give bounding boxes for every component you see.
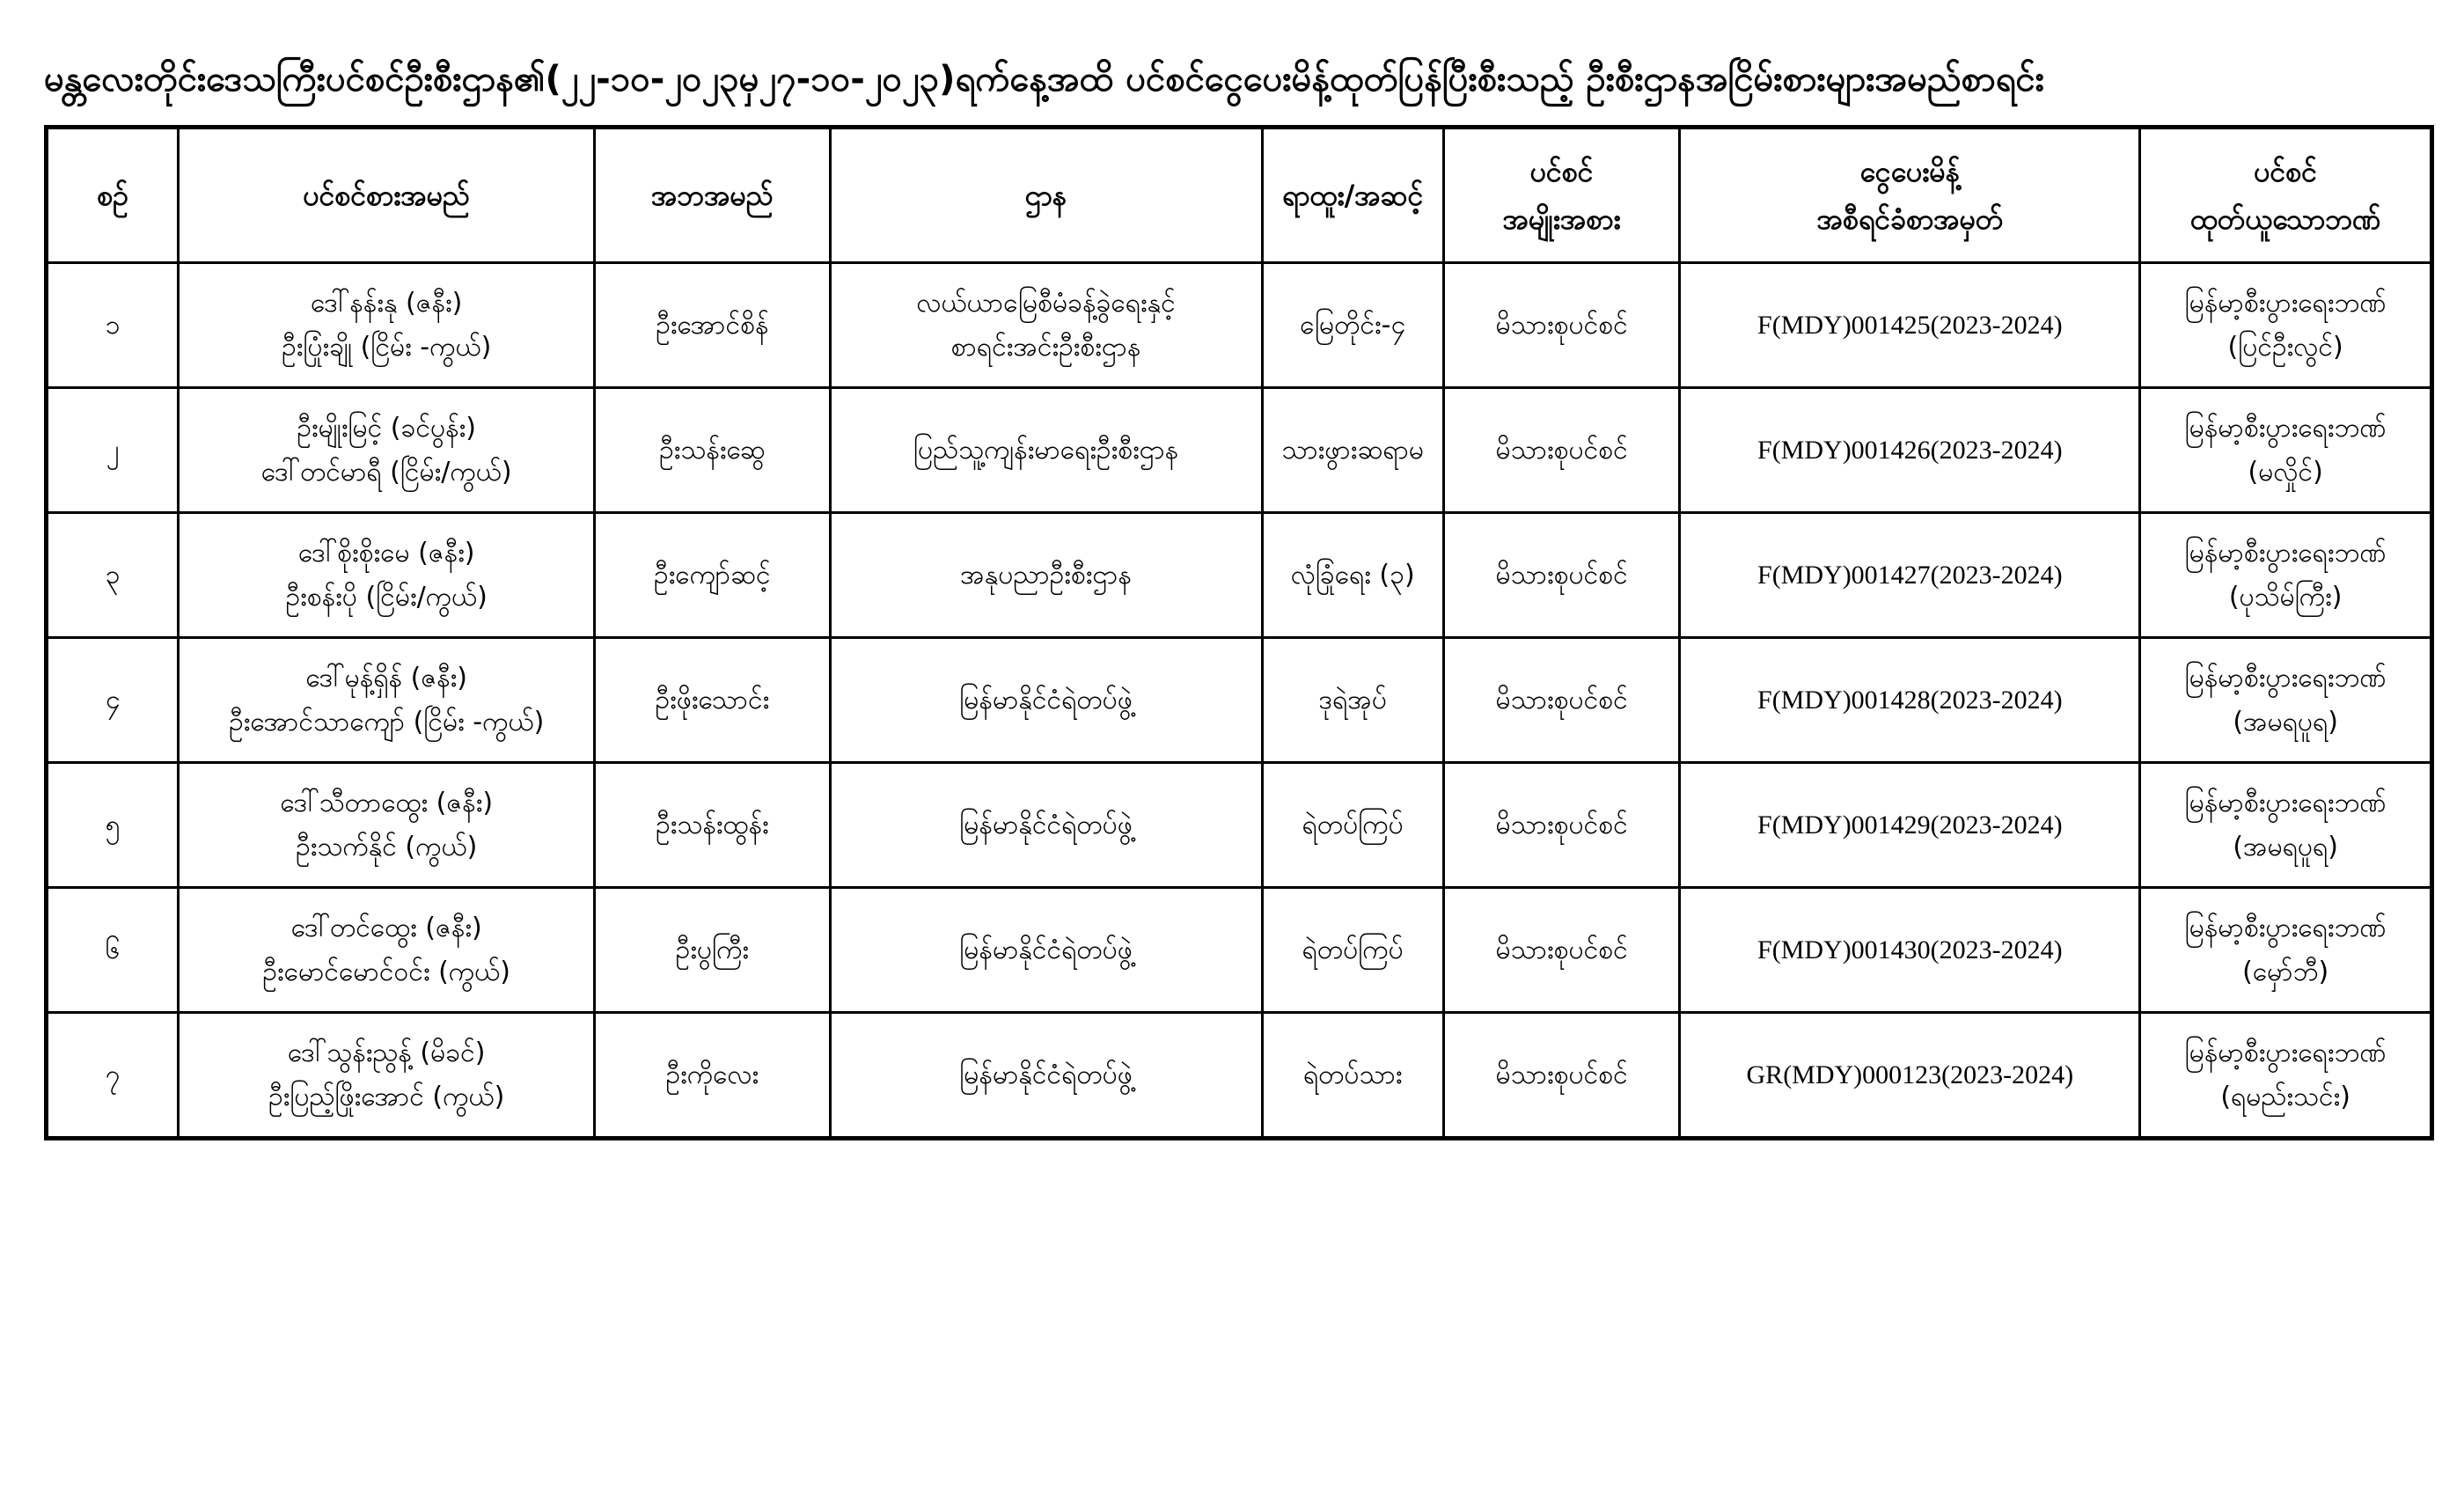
department-line1: အနုပညာဦးစီးဌာန bbox=[960, 559, 1132, 590]
cell-father-name: ဦးသန်းဆွေ bbox=[595, 388, 830, 513]
cell-father-name: ဦးဖိုးသောင်း bbox=[595, 638, 830, 763]
bank-line1: မြန်မာ့စီးပွားရေးဘဏ် bbox=[2184, 1037, 2387, 1068]
department-line1: မြန်မာနိုင်ငံရဲတပ်ဖွဲ့ bbox=[959, 684, 1133, 715]
cell-department bbox=[830, 513, 1262, 638]
cell-department bbox=[830, 1013, 1262, 1139]
bank-line2: (ပုသိမ်ကြီး) bbox=[2228, 581, 2343, 612]
cell-pension-type: မိသားစုပင်စင် bbox=[1443, 888, 1679, 1013]
bank-line1: မြန်မာ့စီးပွားရေးဘဏ် bbox=[2184, 287, 2387, 319]
cell-pension-type: မိသားစုပင်စင် bbox=[1443, 763, 1679, 888]
cell-father-name: ဦးအောင်စိန် bbox=[595, 263, 830, 388]
header-pension-type-line1: ပင်စင် bbox=[1529, 155, 1594, 188]
pensioner-name-line1: ဒေါ်စိုးစိုးမေ (ဇနီး) bbox=[297, 537, 475, 568]
cell-pensioner-name bbox=[179, 388, 595, 513]
pensioner-name-line1: ဦးမျိုးမြင့် (ခင်ပွန်း) bbox=[297, 412, 476, 444]
bank-line2: (အမရပူရ) bbox=[2233, 706, 2338, 737]
cell-bank bbox=[2140, 1013, 2432, 1139]
cell-father-name: ဦးကျော်ဆင့် bbox=[595, 513, 830, 638]
cell-department bbox=[830, 263, 1262, 388]
department-line1: မြန်မာနိုင်ငံရဲတပ်ဖွဲ့ bbox=[959, 1059, 1133, 1090]
header-bank-line1: ပင်စင် bbox=[2254, 155, 2318, 188]
table-body bbox=[47, 263, 2432, 1139]
bank-line2: (အမရပူရ) bbox=[2233, 831, 2338, 862]
cell-serial-number: ၅ bbox=[47, 763, 179, 888]
pensioner-name-line1: ဒေါ်မုန့်ရှိန် (ဇနီး) bbox=[305, 662, 468, 693]
table-row bbox=[47, 638, 2432, 763]
pensioner-name-line2: ဦးမောင်မောင်ဝင်း (ကွယ်) bbox=[262, 956, 510, 987]
bank-line2: (ရမည်းသင်း) bbox=[2220, 1081, 2350, 1112]
cell-pensioner-name bbox=[179, 763, 595, 888]
pensioner-name-line1: ဒေါ်သီတာထွေး (ဇနီး) bbox=[280, 787, 494, 818]
cell-position: ရဲတပ်သား bbox=[1262, 1013, 1443, 1139]
header-order-number-line2: အစီရင်ခံစာအမှတ် bbox=[1816, 202, 2004, 236]
bank-line1: မြန်မာ့စီးပွားရေးဘဏ် bbox=[2184, 787, 2387, 818]
header-serial-number: စဉ် bbox=[47, 128, 179, 263]
cell-pensioner-name bbox=[179, 888, 595, 1013]
cell-father-name: ဦးကိုလေး bbox=[595, 1013, 830, 1139]
header-position: ရာထူး/အဆင့် bbox=[1262, 128, 1443, 263]
cell-department bbox=[830, 638, 1262, 763]
table-row bbox=[47, 763, 2432, 888]
header-pension-type-line2: အမျိုးအစား bbox=[1502, 202, 1621, 236]
pensioner-name-line2: ဒေါ်တင်မာရီ (ငြိမ်း/ကွယ်) bbox=[260, 456, 512, 488]
cell-pensioner-name bbox=[179, 638, 595, 763]
cell-department bbox=[830, 888, 1262, 1013]
pensioner-name-line1: ဒေါ်နန်းနု (ဇနီး) bbox=[310, 287, 463, 319]
header-bank bbox=[2140, 128, 2432, 263]
table-row bbox=[47, 888, 2432, 1013]
document-title: မန္တလေးတိုင်းဒေသကြီးပင်စင်ဦးစီးဌာန၏(၂၂-၁၀-၂၀၂၃မှ၂၇-၁၀-၂၀၂၃)ရက်နေ့အထိ ပင်စင်ငွေပေးမိန့်ထုတ်ပြန်ပြီးစီးသည့် ဦးစီးဌာနအငြိမ်းစားများအမည်စာရင်း bbox=[44, 59, 2044, 99]
cell-order-number: F(MDY)001429(2023-2024) bbox=[1680, 763, 2140, 888]
cell-department bbox=[830, 763, 1262, 888]
header-order-number-line1: ငွေပေးမိန့် bbox=[1859, 155, 1961, 188]
table-header-row bbox=[47, 128, 2432, 263]
cell-position: မြေတိုင်း-၄ bbox=[1262, 263, 1443, 388]
cell-pension-type: မိသားစုပင်စင် bbox=[1443, 263, 1679, 388]
pensioner-name-line2: ဦးပြည့်ဖြိုးအောင် (ကွယ်) bbox=[268, 1081, 505, 1112]
pensioner-name-line2: ဦးသက်နိုင် (ကွယ်) bbox=[296, 831, 478, 862]
cell-pension-type: မိသားစုပင်စင် bbox=[1443, 638, 1679, 763]
bank-line1: မြန်မာ့စီးပွားရေးဘဏ် bbox=[2184, 912, 2387, 943]
cell-position: ရဲတပ်ကြပ် bbox=[1262, 763, 1443, 888]
cell-bank bbox=[2140, 638, 2432, 763]
pensioner-name-line2: ဦးပြုံးချို (ငြိမ်း -ကွယ်) bbox=[282, 331, 492, 363]
cell-pensioner-name bbox=[179, 1013, 595, 1139]
cell-pension-type: မိသားစုပင်စင် bbox=[1443, 1013, 1679, 1139]
table-row bbox=[47, 1013, 2432, 1139]
cell-bank bbox=[2140, 888, 2432, 1013]
header-department: ဌာန bbox=[830, 128, 1262, 263]
table-row bbox=[47, 513, 2432, 638]
cell-serial-number: ၄ bbox=[47, 638, 179, 763]
cell-bank bbox=[2140, 263, 2432, 388]
header-bank-line2: ထုတ်ယူသောဘဏ် bbox=[2189, 202, 2381, 236]
cell-order-number: F(MDY)001426(2023-2024) bbox=[1680, 388, 2140, 513]
cell-order-number: F(MDY)001425(2023-2024) bbox=[1680, 263, 2140, 388]
department-line1: မြန်မာနိုင်ငံရဲတပ်ဖွဲ့ bbox=[959, 934, 1133, 965]
cell-pension-type: မိသားစုပင်စင် bbox=[1443, 513, 1679, 638]
cell-pensioner-name bbox=[179, 513, 595, 638]
cell-serial-number: ၃ bbox=[47, 513, 179, 638]
bank-line2: (ပြင်ဦးလွင်) bbox=[2227, 331, 2343, 363]
bank-line2: (မလှိုင်) bbox=[2248, 456, 2323, 488]
bank-line1: မြန်မာ့စီးပွားရေးဘဏ် bbox=[2184, 662, 2387, 693]
cell-order-number: F(MDY)001430(2023-2024) bbox=[1680, 888, 2140, 1013]
cell-order-number: F(MDY)001427(2023-2024) bbox=[1680, 513, 2140, 638]
table-row bbox=[47, 263, 2432, 388]
bank-line1: မြန်မာ့စီးပွားရေးဘဏ် bbox=[2184, 537, 2387, 568]
cell-position: လုံခြုံရေး (၃) bbox=[1262, 513, 1443, 638]
header-pensioner-name: ပင်စင်စားအမည် bbox=[179, 128, 595, 263]
bank-line2: (မှော်ဘီ) bbox=[2242, 956, 2329, 987]
cell-serial-number: ၇ bbox=[47, 1013, 179, 1139]
cell-serial-number: ၁ bbox=[47, 263, 179, 388]
header-father-name: အဘအမည် bbox=[595, 128, 830, 263]
header-pension-type bbox=[1443, 128, 1679, 263]
cell-bank bbox=[2140, 388, 2432, 513]
pensioner-name-line1: ဒေါ်တင်ထွေး (ဇနီး) bbox=[290, 912, 482, 943]
cell-father-name: ဦးပွကြီး bbox=[595, 888, 830, 1013]
table-row bbox=[47, 388, 2432, 513]
cell-father-name: ဦးသန်းထွန်း bbox=[595, 763, 830, 888]
cell-serial-number: ၂ bbox=[47, 388, 179, 513]
department-line2: စာရင်းအင်းဦးစီးဌာန bbox=[950, 331, 1141, 363]
cell-position: ရဲတပ်ကြပ် bbox=[1262, 888, 1443, 1013]
cell-pension-type: မိသားစုပင်စင် bbox=[1443, 388, 1679, 513]
bank-line1: မြန်မာ့စီးပွားရေးဘဏ် bbox=[2184, 412, 2387, 444]
pensioner-name-line2: ဦးစန်းပို (ငြိမ်း/ကွယ်) bbox=[285, 581, 488, 612]
cell-bank bbox=[2140, 763, 2432, 888]
department-line1: ပြည်သူ့ကျန်းမာရေးဦးစီးဌာန bbox=[913, 434, 1179, 466]
department-line1: လယ်ယာမြေစီမံခန့်ခွဲရေးနှင့် bbox=[916, 287, 1176, 319]
cell-order-number: GR(MDY)000123(2023-2024) bbox=[1680, 1013, 2140, 1139]
pensioner-name-line2: ဦးအောင်သာကျော် (ငြိမ်း -ကွယ်) bbox=[229, 706, 545, 737]
department-line1: မြန်မာနိုင်ငံရဲတပ်ဖွဲ့ bbox=[959, 809, 1133, 840]
cell-department bbox=[830, 388, 1262, 513]
pensioner-name-line1: ဒေါ်သွန်းညွန့် (မိခင်) bbox=[287, 1037, 486, 1068]
cell-bank bbox=[2140, 513, 2432, 638]
cell-order-number: F(MDY)001428(2023-2024) bbox=[1680, 638, 2140, 763]
header-order-number bbox=[1680, 128, 2140, 263]
cell-position: ဒုရဲအုပ် bbox=[1262, 638, 1443, 763]
cell-position: သားဖွားဆရာမ bbox=[1262, 388, 1443, 513]
pension-list-table bbox=[44, 125, 2434, 1140]
cell-pensioner-name bbox=[179, 263, 595, 388]
cell-serial-number: ၆ bbox=[47, 888, 179, 1013]
